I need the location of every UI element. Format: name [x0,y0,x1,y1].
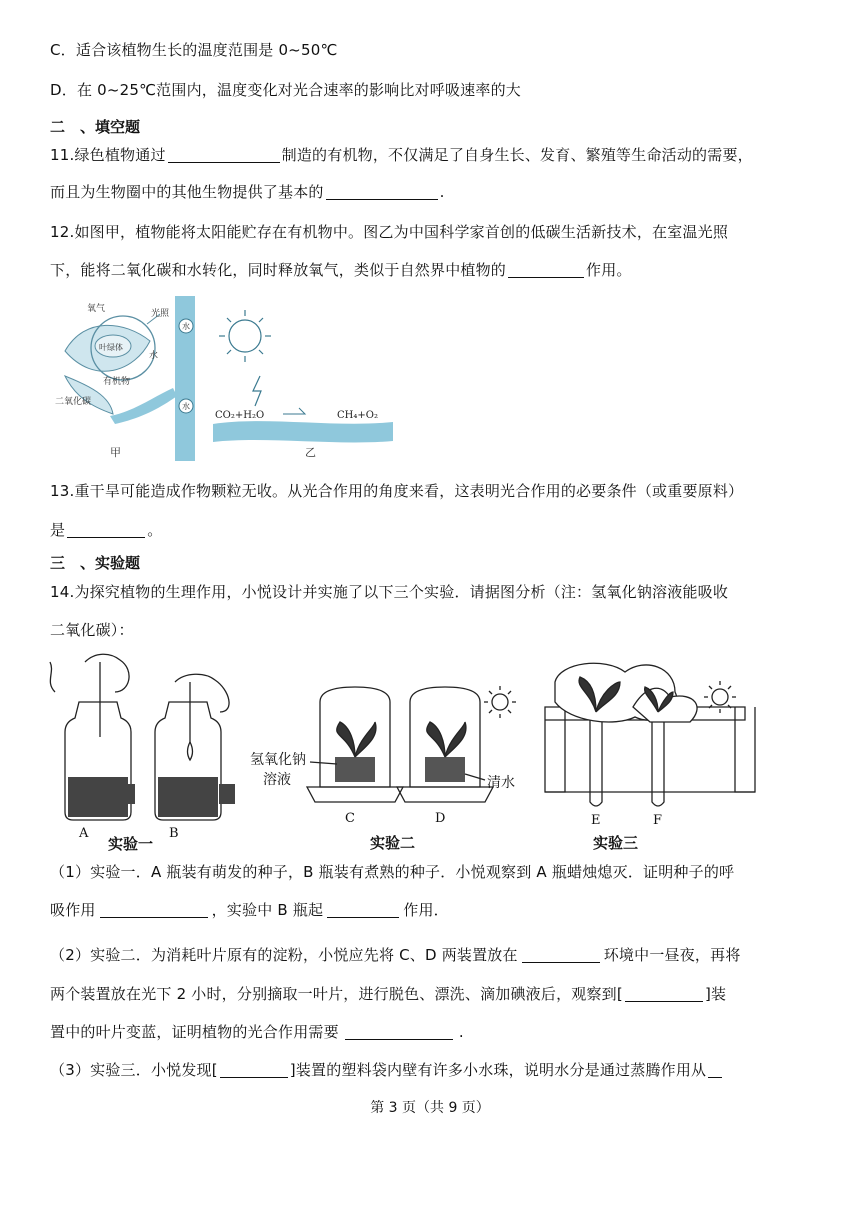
lid-a [119,784,135,804]
p2-blank-2[interactable] [625,983,703,1002]
plate-d [397,787,493,802]
exp3-caption: 实验三 [593,834,639,852]
p2-blank-3[interactable] [345,1021,453,1040]
question-14-line1: 14.为探究植物的生理作用，小悦设计并实施了以下三个实验．请据图分析（注：氢氧化钠溶液能吸收 [50,583,729,601]
q11-blank-1[interactable] [168,144,280,163]
p1-blank-2[interactable] [327,899,399,918]
water-label: 水 [149,351,159,361]
reactant-label: CO₂+H₂O [215,410,265,421]
chloroplast-label: 叶绿体 [99,343,123,352]
co2-label: 二氧化碳 [55,397,92,407]
experiment-three [545,663,755,806]
candle-flame-b [188,742,193,760]
part2-line2: 两个装置放在光下 2 小时，分别摘取一叶片，进行脱色、漂洗、滴加碘液后，观察到[ ]装 [50,985,727,1003]
plant-c [337,722,376,757]
exp1-caption: 实验一 [108,835,154,852]
experiment-one [50,654,235,820]
question-11-line1: 11.绿色植物通过 制造的有机物，不仅满足了自身生长、发育、繁殖等生命活动的需要， [50,146,753,164]
plate-c [307,787,403,802]
q12-blank[interactable] [508,259,584,278]
naoh-label-1: 氢氧化钠 [250,752,306,768]
photosynthesis-figure [55,296,400,461]
plant-d [427,722,466,757]
figure-yi [213,310,393,459]
option-d: D．在 0~25℃范围内，温度变化对光合速率的影响比对呼吸速率的大 [50,81,521,99]
p3-blank-1[interactable] [220,1059,288,1078]
label-f: F [653,813,663,828]
lid-b [219,784,235,804]
water-circle-label-2: 水 [182,402,190,411]
sun-icon-2 [492,694,508,710]
hand-a [85,654,129,692]
label-a: A [79,826,89,841]
water-band [213,421,393,442]
exp2-caption: 实验二 [370,834,416,852]
branch-shape [110,388,177,424]
label-b: B [169,826,179,841]
question-12-line1: 12.如图甲，植物能将太阳能贮存在有机物中。图乙为中国科学家首创的低碳生活新技术，在室温光照 [50,223,729,241]
pot-d [425,757,465,782]
part2-line3: 置中的叶片变蓝，证明植物的光合作用需要 . [50,1023,464,1041]
question-13-line1: 13.重干旱可能造成作物颗粒无收。从光合作用的角度来看，这表明光合作用的必要条件（或重要原料） [50,482,744,500]
question-12-line2: 下，能将二氧化碳和水转化，同时释放氧气，类似于自然界中植物的 作用。 [50,261,632,279]
part2-line1: （2）实验二．为消耗叶片原有的淀粉，小悦应先将 C、D 两装置放在 环境中一昼夜，再将 [50,946,741,964]
label-d: D [435,811,446,826]
q11-blank-2[interactable] [326,181,438,200]
p2-blank-1[interactable] [522,944,600,963]
q13-blank[interactable] [67,519,145,538]
sun-icon-3 [712,689,728,705]
water-circle-label: 水 [182,322,190,331]
oxygen-label: 氧气 [87,304,106,314]
part3-line1: （3）实验三．小悦发现[ ]装置的塑料袋内壁有许多小水珠，说明水分是通过蒸腾作用从 [50,1052,815,1089]
reaction-arrow [283,408,305,414]
sun-icon [229,320,261,352]
pointer-naoh [310,762,337,764]
part1-line2: 吸作用 ，实验中 B 瓶起 作用． [50,901,449,919]
section-experiment: 三 、实验题 [50,554,141,572]
part1-line1: （1）实验一．A 瓶装有萌发的种子，B 瓶装有煮熟的种子．小悦观察到 A 瓶蜡烛熄灭．证明种子的呼 [50,863,735,881]
experiment-figure [45,652,785,852]
smoke-a [50,662,55,692]
label-c: C [345,811,355,826]
p1-blank-1[interactable] [100,899,208,918]
page-footer: 第 3 页（共 9 页） [370,1100,490,1116]
question-13-line2: 是 。 [50,521,163,539]
product-label: CH₄+O₂ [337,410,378,421]
hand-b [175,674,229,712]
pointer-water [465,774,485,780]
p3-blank-2[interactable] [708,1059,722,1078]
pot-c [335,757,375,782]
water-label-exp: 清水 [487,775,515,791]
label-e: E [591,813,601,828]
jia-label: 甲 [110,446,121,459]
lightning-icon [253,376,261,406]
seeds-b [158,777,218,817]
question-11-line2: 而且为生物圈中的其他生物提供了基本的 . [50,183,445,201]
naoh-label-2: 溶液 [263,772,291,788]
light-label: 光照 [151,309,170,319]
organic-label: 有机物 [103,377,131,387]
section-fill-in: 二 、填空题 [50,118,141,136]
figure-jia [55,296,195,461]
question-14-line2: 二氧化碳）： [50,621,134,639]
experiment-two [307,686,516,802]
yi-label: 乙 [305,446,316,459]
option-c: C．适合该植物生长的温度范围是 0~50℃ [50,41,338,59]
